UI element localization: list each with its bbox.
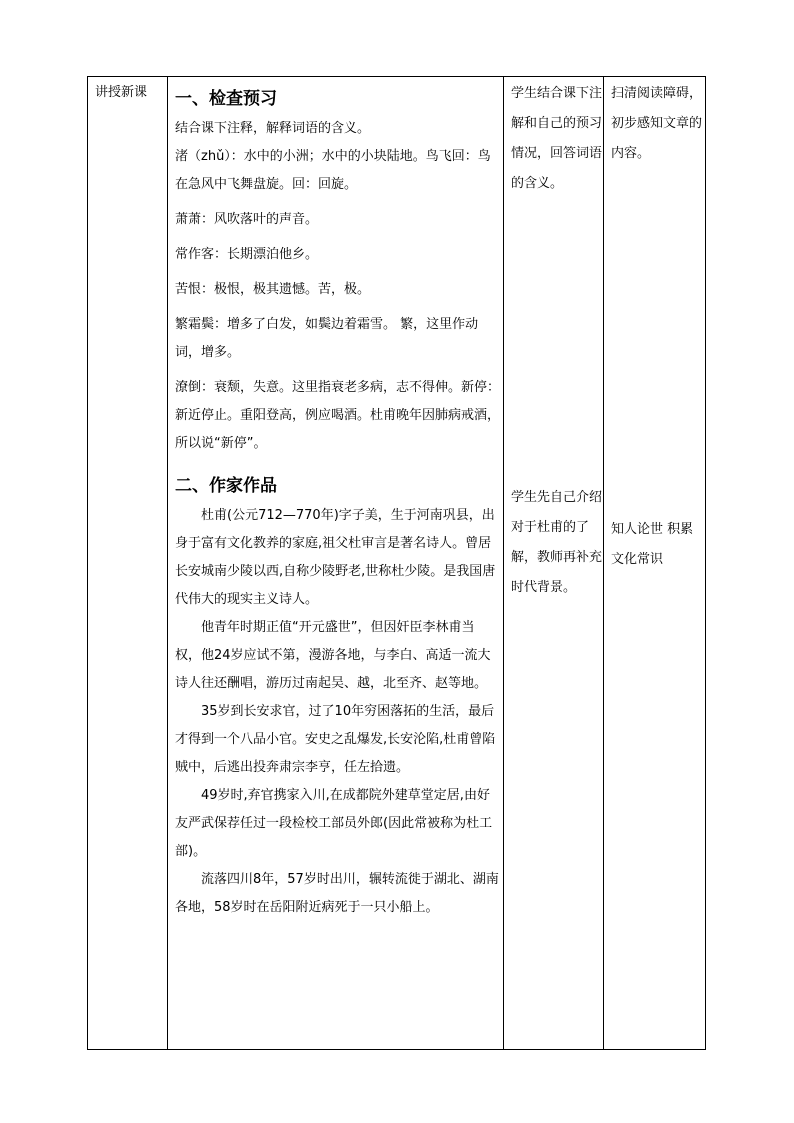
design-intent-author: 知人论世 积累文化常识 — [611, 522, 694, 567]
content-column — [168, 77, 504, 1049]
design-intent-column — [604, 77, 706, 1049]
vocab-item: 潦倒：衰颓，失意。这里指衰老多病，志不得伸。新停：新近停止。重阳登高，例应喝酒。杜甫晚年因肺病戒酒，所以说“新停”。 — [175, 380, 501, 451]
content-body — [175, 87, 500, 922]
intro-text: 结合课下注释，解释词语的含义。 — [175, 121, 371, 136]
student-activity-author: 学生先自己介绍对于杜甫的了解，教师再补充时代背景。 — [511, 490, 603, 595]
student-activity-preview: 学生结合课下注解和自己的预习情况，回答词语的含义。 — [511, 86, 603, 191]
vocab-item: 萧萧：风吹落叶的声音。 — [175, 212, 319, 227]
vocab-item: 繁霜鬓：增多了白发，如鬓边着霜雪。 繁，这里作动词，增多。 — [175, 317, 479, 360]
bio-paragraph: 49岁时,弃官携家入川,在成都院外建草堂定居,由好友严武保荐任过一段检校工部员外郎(因此常被称为杜工部)。 — [175, 788, 493, 859]
vocab-item: 渚（zhǔ）：水中的小洲；水中的小块陆地。鸟飞回：鸟在急风中飞舞盘旋。回：回旋。 — [175, 149, 491, 192]
bio-paragraph: 杜甫(公元712—770年)字子美，生于河南巩县，出身于富有文化教养的家庭,祖父杜审言是著名诗人。曾居长安城南少陵以西,自称少陵野老,世称杜少陵。是我国唐代伟大的现实主义诗人。 — [175, 508, 496, 607]
lesson-plan-table — [87, 76, 706, 1050]
section-column — [88, 77, 168, 1049]
vocab-item: 常作客：长期漂泊他乡。 — [175, 247, 319, 262]
heading-author-works: 二、作家作品 — [175, 476, 277, 496]
bio-paragraph: 35岁到长安求官，过了10年穷困落拓的生活，最后才得到一个八品小官。安史之乱爆发,长安沦陷,杜甫曾陷贼中，后逃出投奔肃宗李亨，任左拾遗。 — [175, 704, 496, 775]
heading-preview-check: 一、检查预习 — [175, 89, 277, 109]
bio-paragraph: 他青年时期正值“开元盛世”，但因奸臣李林甫当权，他24岁应试不第，漫游各地，与李白、高适一流大诗人往还酬唱，游历过南起吴、越，北至齐、赵等地。 — [175, 620, 491, 691]
bio-paragraph: 流落四川8年，57岁时出川，辗转流徙于湖北、湖南各地，58岁时在岳阳附近病死于一只小船上。 — [175, 872, 499, 915]
student-activity-column — [504, 77, 604, 1049]
design-intent-preview: 扫清阅读障碍，初步感知文章的内容。 — [611, 86, 703, 161]
vocab-item: 苦恨：极恨，极其遗憾。苦，极。 — [175, 282, 371, 297]
section-label: 讲授新课 — [95, 85, 148, 100]
